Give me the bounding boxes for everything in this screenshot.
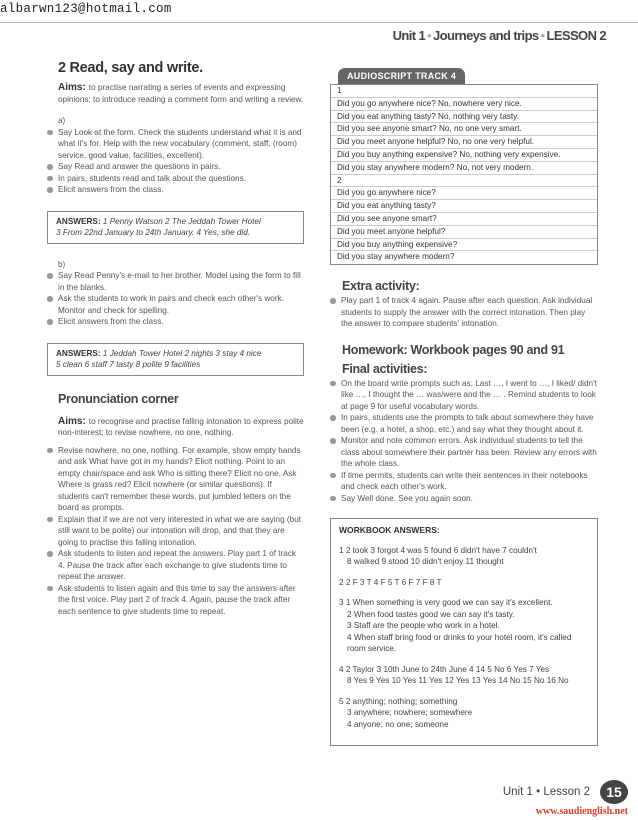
- pronunciation-item: Ask students to listen and repeat the answers. Play part 1 of track 4. Pause the track after each exchange to give students time to repeat the answer.: [47, 548, 304, 583]
- workbook-answer-line: 2 2 F 3 T 4 F 5 T 6 F 7 F 8 T: [339, 577, 442, 587]
- workbook-answer-group: [339, 696, 589, 731]
- answers2-line1: 1 Jeddah Tower Hotel 2 nights 3 stay 4 nice: [102, 348, 262, 358]
- answers-box-2: [47, 343, 304, 376]
- part-a-item: Say Read and answer the questions in pairs.: [47, 161, 304, 173]
- audioscript-line: Did you meet anyone helpful? No, no one very helpful.: [331, 136, 597, 149]
- extra-activity-title: Extra activity:: [342, 279, 420, 294]
- workbook-title: WORKBOOK ANSWERS:: [339, 525, 440, 536]
- pronunciation-list: [32, 445, 304, 618]
- page-header: Unit 1 • Journeys and trips • LESSON 2: [392, 28, 606, 43]
- part-b-item: Elicit answers from the class.: [47, 316, 304, 328]
- workbook-answer-line: 8 walked 9 stood 10 didn't enjoy 11 thought: [347, 557, 504, 567]
- audioscript-line: Did you meet anyone helpful?: [331, 226, 597, 239]
- audioscript-line: Did you stay anywhere modern? No, not very modern.: [331, 162, 597, 175]
- workbook-answer-line: room service.: [347, 644, 397, 654]
- top-divider: [0, 22, 638, 23]
- final-activities-list: [330, 378, 598, 505]
- workbook-answers-box: [330, 518, 598, 746]
- email-watermark: albarwn123@hotmail.com: [0, 2, 172, 16]
- workbook-answer-line: 3 anywhere; nowhere; somewhere: [347, 708, 473, 718]
- final-activity-item: If time permits, students can write their sentences in their notebooks and check each other's work.: [330, 470, 598, 493]
- section-title: 2 Read, say and write.: [58, 60, 203, 76]
- final-activity-item: In pairs, students use the prompts to talk about somewhere they have been (e.g. a hotel, a shop, etc.) and say what they thought about it.: [330, 412, 598, 435]
- workbook-answer-line: 4 2 Taylor 3 10th June to 24th June 4 14 5 No 6 Yes 7 Yes: [339, 664, 550, 674]
- final-activity-item: Say Well done. See you again soon.: [330, 493, 598, 505]
- answers1-line2: 3 From 22nd January to 24th January. 4 Yes, she did.: [56, 228, 251, 237]
- audioscript-line: Did you eat anything tasty? No, nothing very tasty.: [331, 111, 597, 124]
- workbook-answer-line: 5 2 anything; nothing; something: [339, 696, 458, 706]
- audioscript-line: 1: [331, 85, 597, 98]
- answers2-line2: 5 clean 6 staff 7 tasty 8 polite 9 facilities: [56, 360, 201, 369]
- pronunciation-item: Revise nowhere, no one, nothing. For example, show empty hands and ask What have got in my hands? Elicit nothing. Point to an empty chair/space and ask Who is sitting there? Elicit no one. Ask Where is grass red? Elicit nowhere (or similar questions). If students can't remember these words, put jumbled letters on the board as prompts.: [47, 445, 304, 514]
- pron-aims-label: Aims:: [58, 415, 86, 427]
- audioscript-box: [330, 84, 598, 265]
- part-b-label: b): [58, 259, 66, 269]
- part-b-item: Ask the students to work in pairs and check each other's work. Monitor and check for spelling.: [47, 293, 304, 316]
- part-a-item: Elicit answers from the class.: [47, 184, 304, 196]
- workbook-answer-line: 1 2 took 3 forgot 4 was 5 found 6 didn't have 7 couldn't: [339, 545, 537, 555]
- workbook-answer-group: [339, 664, 589, 687]
- workbook-answer-group: [339, 545, 589, 568]
- workbook-answer-group: [339, 597, 589, 655]
- header-title: Journeys and trips: [433, 28, 539, 43]
- aims-text: to practise narrating a series of events and expressing opinions; to introduce reading a comment form and writing a review.: [58, 83, 304, 104]
- answers1-label: ANSWERS:: [56, 216, 101, 226]
- pron-aims-text: to recognise and practise falling intonation to express polite non-interest; to revise nowhere, no one, nothing.: [58, 416, 304, 437]
- final-activities-title: Final activities:: [342, 361, 428, 376]
- audioscript-line: Did you buy anything expensive?: [331, 239, 597, 252]
- audioscript-tab: AUDIOSCRIPT TRACK 4: [338, 68, 465, 84]
- extra-activity-list: [330, 295, 598, 330]
- final-activity-item: On the board write prompts such as: Last …, I went to …, I liked/ didn't like …, I thought the … was/were and the … . Remind students to look at page 9 for useful vocabulary words.: [330, 378, 598, 413]
- answers-box-1: [47, 211, 304, 244]
- extra-activity-item: Play part 1 of track 4 again. Pause after each question. Ask individual students to supply the answer with the correct intonation. Then play the answer to compare students' intonation.: [330, 295, 598, 330]
- part-b-item: Say Read Penny's e-mail to her brother. Model using the form to fill in the blanks.: [47, 270, 304, 293]
- audioscript-line: Did you eat anything tasty?: [331, 200, 597, 213]
- final-activity-item: Monitor and note common errors. Ask individual students to tell the class about somewhere their partner has been. Review any errors with the whole class.: [330, 435, 598, 470]
- audioscript-line: Did you see anyone smart? No, no one very smart.: [331, 123, 597, 136]
- workbook-answer-line: 8 Yes 9 Yes 10 Yes 11 Yes 12 Yes 13 Yes 14 No 15 No 16 No: [347, 676, 569, 686]
- website-link[interactable]: www.saudienglish.net: [535, 806, 628, 817]
- right-column: [330, 66, 598, 746]
- part-a-list: [32, 127, 304, 196]
- workbook-answer-line: 3 1 When something is very good we can say it's excellent.: [339, 598, 553, 608]
- pronunciation-aims: [32, 416, 304, 439]
- part-a-label: a): [58, 116, 66, 125]
- workbook-answer-line: 4 When staff bring food or drinks to your hotel room, it's called: [347, 632, 572, 642]
- left-column: [32, 60, 304, 617]
- answers1-line1: 1 Penny Watson 2 The Jeddah Tower Hotel: [102, 216, 261, 226]
- part-a-item: In pairs, students read and talk about the questions.: [47, 173, 304, 185]
- audioscript-line: Did you go anywhere nice? No, nowhere very nice.: [331, 98, 597, 111]
- workbook-answer-line: 2 When food tastes good we can say it's tasty.: [347, 609, 515, 619]
- pronunciation-item: Explain that if we are not very interested in what we are saying (but still want to be polite) our intonation will drop, and that they are going to practise this falling intonation.: [47, 514, 304, 549]
- header-lesson: LESSON 2: [546, 28, 606, 43]
- homework-title: Homework: Workbook pages 90 and 91: [342, 342, 565, 357]
- header-unit: Unit 1: [392, 28, 426, 43]
- audioscript-line: Did you see anyone smart?: [331, 213, 597, 226]
- pronunciation-title: Pronunciation corner: [58, 391, 179, 406]
- workbook-answer-line: 4 anyone; no one; someone: [347, 719, 449, 729]
- page-number: 15: [600, 780, 628, 804]
- aims-label: Aims:: [58, 82, 86, 93]
- workbook-answer-line: 3 Staff are the people who work in a hotel.: [347, 621, 500, 631]
- audioscript-line: 2: [331, 175, 597, 188]
- pronunciation-item: Ask students to listen again and this time to say the answers after the first voice. Play part 2 of track 4. Again, pause the track after each sentence to give students time to repeat.: [47, 583, 304, 618]
- audioscript-line: Did you buy anything expensive? No, nothing very expensive.: [331, 149, 597, 162]
- part-b-list: [32, 270, 304, 328]
- part-a-item: Say Look at the form. Check the students understand what it is and what it's for. Help with the new vocabulary (comment, staff, (room) service, good value, facilities, excellent).: [47, 127, 304, 162]
- aims: [32, 82, 304, 105]
- audioscript-line: Did you stay anywhere modern?: [337, 252, 455, 262]
- answers2-label: ANSWERS:: [56, 348, 101, 358]
- audioscript-line: Did you go anywhere nice?: [331, 187, 597, 200]
- workbook-answer-group: [339, 577, 589, 589]
- footer-label: Unit 1 • Lesson 2: [502, 786, 590, 798]
